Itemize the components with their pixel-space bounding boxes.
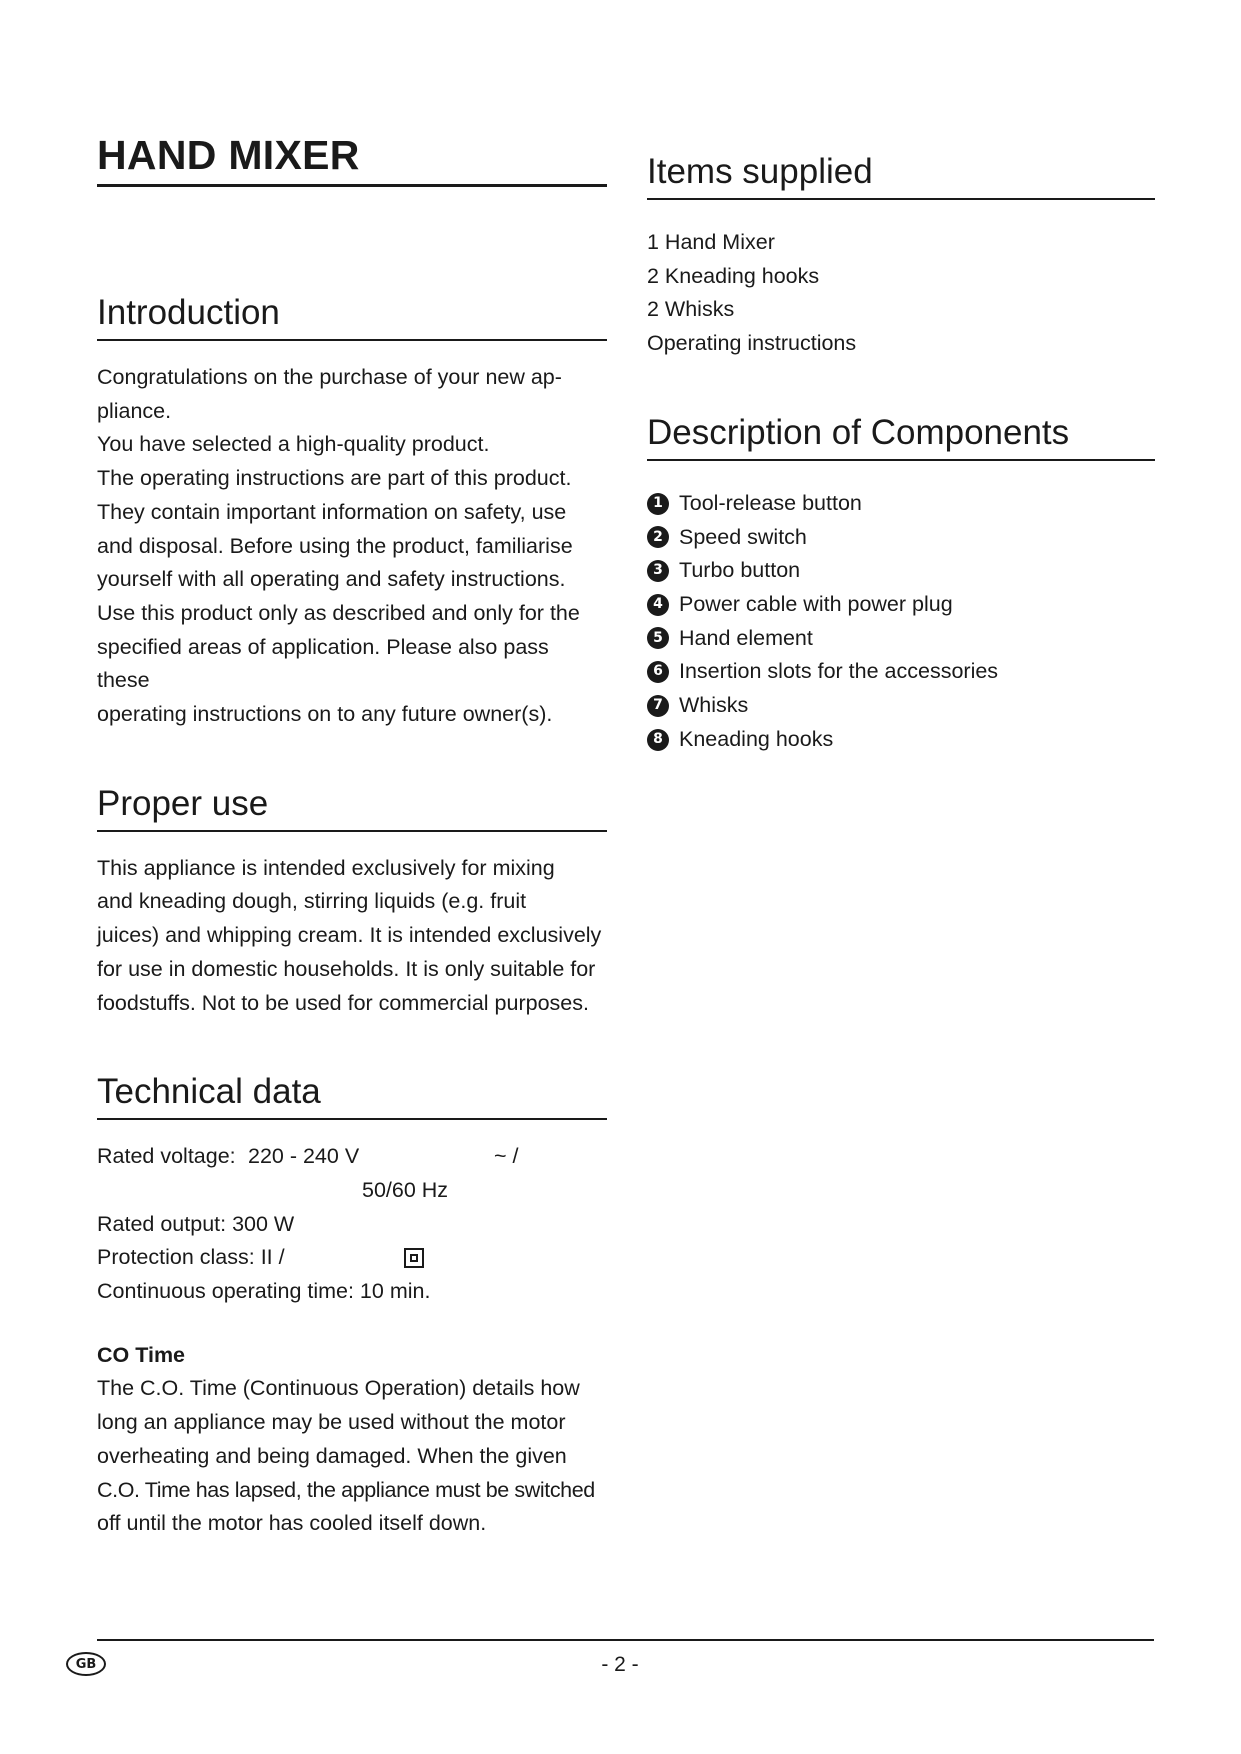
text-line: Use this product only as described and only for the [97, 600, 580, 625]
component-item [647, 588, 1155, 622]
number-badge-5-icon: 5 [647, 627, 669, 649]
ac-symbol: ~ / [494, 1144, 519, 1169]
component-item [647, 554, 1155, 588]
component-item [647, 487, 1155, 521]
rated-output-row [97, 1208, 607, 1242]
text-line: The C.O. Time (Continuous Operation) details how [97, 1376, 580, 1401]
text-line: Congratulations on the purchase of your new ap- [97, 365, 562, 389]
text-line: pliance. [97, 398, 172, 423]
component-item [647, 655, 1155, 689]
frequency-value: 50/60 Hz [362, 1177, 449, 1202]
co-time-text [97, 1372, 607, 1541]
technical-data-heading: Technical data [97, 1070, 607, 1120]
protection-class-row [97, 1241, 607, 1275]
component-item [647, 689, 1155, 723]
proper-use-text [97, 852, 607, 1021]
technical-data-block [97, 1140, 607, 1308]
number-badge-8-icon: 8 [647, 729, 669, 751]
text-line: for use in domestic households. It is only suitable for [97, 956, 596, 981]
component-label: Speed switch [679, 524, 807, 549]
component-label: Power cable with power plug [679, 591, 953, 616]
items-supplied-list [647, 226, 1155, 361]
text-line: The operating instructions are part of this product. [97, 466, 572, 491]
protection-class-ii-icon [404, 1248, 424, 1268]
list-item: 1 Hand Mixer [647, 230, 775, 254]
rated-output: Rated output: 300 W [97, 1211, 295, 1236]
country-badge: GB [66, 1652, 106, 1676]
component-label: Insertion slots for the accessories [679, 659, 999, 684]
frequency-row [97, 1174, 607, 1208]
page-number: - 2 - [601, 1653, 639, 1676]
components-heading: Description of Components [647, 411, 1155, 461]
number-badge-6-icon: 6 [647, 661, 669, 683]
component-label: Hand element [679, 625, 813, 650]
number-badge-2-icon: 2 [647, 526, 669, 548]
text-line: overheating and being damaged. When the given [97, 1443, 567, 1468]
text-line: C.O. Time has lapsed, the appliance must be switched [97, 1477, 595, 1502]
component-label: Tool-release button [679, 490, 862, 515]
text-line: foodstuffs. Not to be used for commercial purposes. [97, 990, 589, 1015]
text-line: and disposal. Before using the product, familiarise [97, 533, 573, 558]
text-line: specified areas of application. Please also pass these [97, 634, 549, 693]
component-label: Turbo button [679, 558, 801, 583]
items-supplied-heading: Items supplied [647, 150, 1155, 200]
component-label: Kneading hooks [679, 726, 834, 751]
continuous-operating-time: Continuous operating time: 10 min. [97, 1279, 431, 1303]
introduction-text [97, 361, 607, 732]
list-item: 2 Whisks [647, 297, 735, 322]
rated-voltage-row [97, 1140, 607, 1174]
text-line: You have selected a high-quality product. [97, 432, 490, 457]
component-item [647, 723, 1155, 757]
rated-voltage-value: 220 - 240 V [248, 1144, 360, 1169]
component-label: Whisks [679, 693, 749, 718]
text-line: yourself with all operating and safety instructions. [97, 567, 566, 592]
left-column [97, 132, 607, 1541]
text-line: long an appliance may be used without the motor [97, 1410, 566, 1435]
protection-class: Protection class: II / [97, 1245, 285, 1270]
rated-voltage-label: Rated voltage: [97, 1144, 236, 1169]
list-item: Operating instructions [647, 331, 857, 356]
components-list [647, 487, 1155, 757]
document-title: HAND MIXER [97, 132, 607, 187]
footer-divider [97, 1639, 1154, 1641]
text-line: operating instructions on to any future owner(s). [97, 702, 553, 727]
number-badge-4-icon: 4 [647, 594, 669, 616]
component-item [647, 521, 1155, 555]
number-badge-3-icon: 3 [647, 560, 669, 582]
text-line: juices) and whipping cream. It is intended exclusively [97, 923, 602, 948]
continuous-time-row [97, 1275, 607, 1309]
introduction-heading: Introduction [97, 291, 607, 341]
co-time-heading: CO Time [97, 1342, 186, 1367]
text-line: They contain important information on safety, use [97, 499, 567, 524]
number-badge-7-icon: 7 [647, 695, 669, 717]
list-item: 2 Kneading hooks [647, 263, 820, 288]
component-item [647, 622, 1155, 656]
text-line: and kneading dough, stirring liquids (e.g. fruit [97, 889, 527, 914]
right-column [647, 150, 1155, 756]
text-line: This appliance is intended exclusively for mixing [97, 855, 555, 880]
proper-use-heading: Proper use [97, 782, 607, 832]
text-line: off until the motor has cooled itself down. [97, 1511, 487, 1536]
number-badge-1-icon: 1 [647, 493, 669, 515]
